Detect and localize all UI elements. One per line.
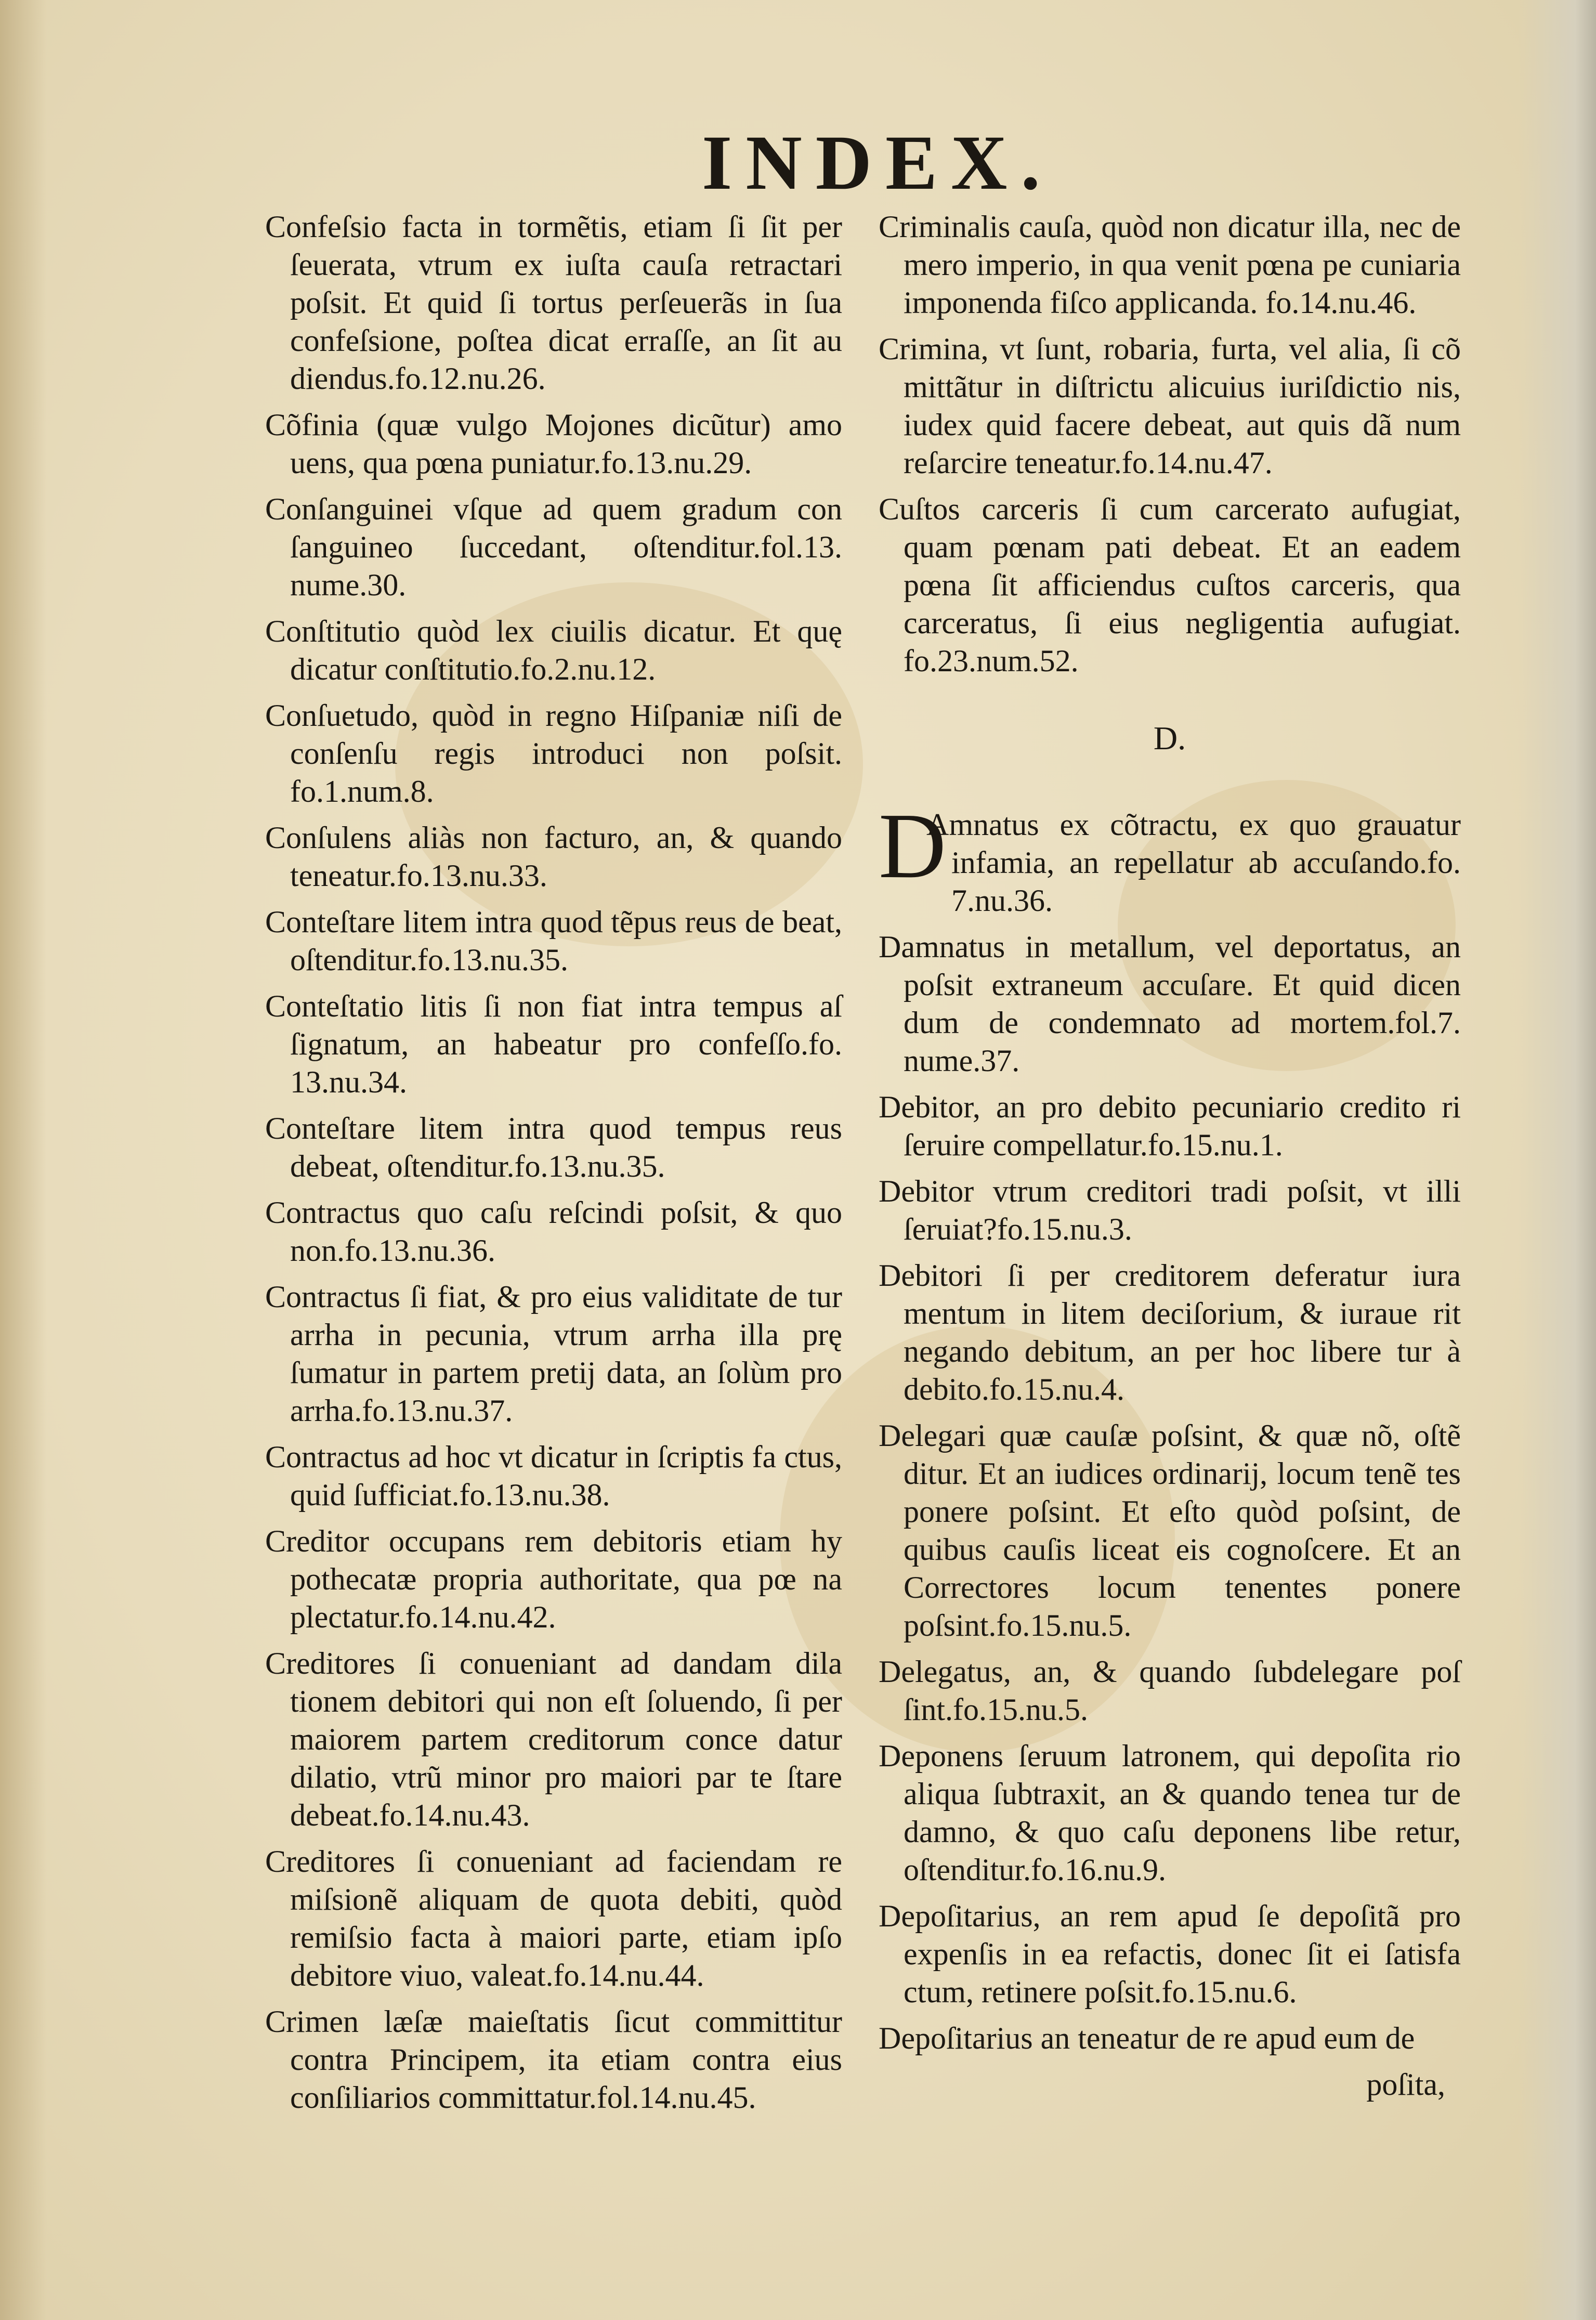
drop-cap-letter: D bbox=[879, 794, 946, 897]
index-entry: Cõfinia (quæ vulgo Mojones dicũtur) amo uens, qua pœna puniatur.fo.13.nu.29. bbox=[265, 408, 842, 480]
index-entry: Contractus ſi fiat, & pro eius validitate de tur arrha in pecunia, vtrum arrha illa prę ſumatur in partem pretij data, an ſolùm pro arrha.fo.13.nu.37. bbox=[265, 1280, 842, 1428]
index-entry: Creditor occupans rem debitoris etiam hy pothecatæ propria authoritate, qua pœ na plectatur.fo.14.nu.42. bbox=[265, 1524, 842, 1634]
index-entry: Creditores ſi conueniant ad dandam dila tionem debitori qui non eſt ſoluendo, ſi per maiorem partem creditorum conce datur dilatio, vtrũ minor pro maiori par te ſtare debeat.fo.14.nu.43. bbox=[265, 1646, 842, 1832]
page-title: INDEX. bbox=[702, 120, 1054, 206]
left-column bbox=[265, 208, 842, 2125]
index-entry: Creditores ſi conueniant ad faciendam re miſsionẽ aliquam de quota debiti, quòd remiſsio facta à maiori parte, etiam ipſo debitore viuo, valeat.fo.14.nu.44. bbox=[265, 1844, 842, 1992]
index-entry: Depoſitarius an teneatur de re apud eum de bbox=[879, 2021, 1415, 2055]
index-entry: Debitor vtrum creditori tradi poſsit, vt illi ſeruiat?fo.15.nu.3. bbox=[879, 1174, 1461, 1246]
index-entry: Damnatus in metallum, vel deportatus, an poſsit extraneum accuſare. Et quid dicen dum de condemnato ad mortem.fol.7. nume.37. bbox=[879, 930, 1461, 1078]
continuation-word: poſita, bbox=[1366, 2067, 1445, 2102]
index-entry-text: Amnatus ex cõtractu, ex quo grauatur infamia, an repellatur ab accuſando.fo. 7.nu.36. bbox=[926, 807, 1461, 918]
index-entry: Contractus ad hoc vt dicatur in ſcriptis fa ctus, quid ſufficiat.fo.13.nu.38. bbox=[265, 1440, 842, 1512]
index-entry: Debitor, an pro debito pecuniario credito ri ſeruire compellatur.fo.15.nu.1. bbox=[879, 1090, 1461, 1162]
index-entry: Confeſsio facta in tormẽtis, etiam ſi ſit per ſeuerata, vtrum ex iuſta cauſa retractari poſsit. Et quid ſi tortus perſeuerãs in ſua confeſsione, poſtea dicat erraſſe, an ſit au diendus.fo.12.nu.26. bbox=[265, 210, 842, 396]
index-entry: Conſuetudo, quòd in regno Hiſpaniæ niſi de conſenſu regis introduci non poſsit. fo.1.num.8. bbox=[265, 698, 842, 809]
index-entry: Criminalis cauſa, quòd non dicatur illa, nec de mero imperio, in qua venit pœna pe cuniaria imponenda fiſco applicanda. fo.14.nu.46. bbox=[879, 210, 1461, 320]
index-entry: Conſanguinei vſque ad quem gradum con ſanguineo ſuccedant, oſtenditur.fol.13. nume.30. bbox=[265, 492, 842, 602]
index-entry: Conſtitutio quòd lex ciuilis dicatur. Et quę dicatur conſtitutio.fo.2.nu.12. bbox=[265, 614, 842, 686]
index-entry bbox=[879, 794, 1461, 920]
index-entry: Depoſitarius, an rem apud ſe depoſitã pro expenſis in ea refactis, donec ſit ei ſatisfa ctum, retinere poſsit.fo.15.nu.6. bbox=[879, 1899, 1461, 2009]
section-letter: D. bbox=[1153, 720, 1186, 757]
index-entry: Conſulens aliàs non facturo, an, & quando teneatur.fo.13.nu.33. bbox=[265, 820, 842, 893]
index-entry: Deponens ſeruum latronem, qui depoſita rio aliqua ſubtraxit, an & quando tenea tur de damno, & quo caſu deponens libe retur, oſtenditur.fo.16.nu.9. bbox=[879, 1739, 1461, 1887]
page-edge-shadow bbox=[1518, 0, 1596, 2320]
index-entry: Conteſtare litem intra quod tẽpus reus de beat, oſtenditur.fo.13.nu.35. bbox=[265, 905, 842, 977]
index-entry: Crimina, vt ſunt, robaria, furta, vel alia, ſi cõ mittãtur in diſtrictu alicuius iuriſdictio nis, iudex quid facere debeat, aut quis dã num reſarcire teneatur.fo.14.nu.47. bbox=[879, 332, 1461, 480]
index-entry: Conteſtatio litis ſi non fiat intra tempus aſ ſignatum, an habeatur pro confeſſo.fo. 13.nu.34. bbox=[265, 989, 842, 1099]
index-entry: Contractus quo caſu reſcindi poſsit, & quo non.fo.13.nu.36. bbox=[265, 1195, 842, 1268]
index-entry: Debitori ſi per creditorem deferatur iura mentum in litem deciſorium, & iuraue rit negando debitum, an per hoc libere tur à debito.fo.15.nu.4. bbox=[879, 1258, 1461, 1406]
right-column bbox=[879, 208, 1461, 2104]
right-column-d-entries bbox=[879, 928, 1461, 2057]
right-column-c-entries bbox=[879, 208, 1461, 680]
index-entry: Delegatus, an, & quando ſubdelegare poſ ſint.fo.15.nu.5. bbox=[879, 1654, 1461, 1727]
index-entry: Cuſtos carceris ſi cum carcerato aufugiat, quam pœnam pati debeat. Et an eadem pœna ſit afficiendus cuſtos carceris, qua carceratus, ſi eius negligentia aufugiat. fo.23.num.52. bbox=[879, 492, 1461, 678]
index-entry: Delegari quæ cauſæ poſsint, & quæ nõ, oſtẽ ditur. Et an iudices ordinarij, locum tenẽ tes ponere poſsint. Et eſto quòd poſsint, de quibus cauſis liceat eis cognoſcere. Et an Correctores locum tenentes ponere poſsint.fo.15.nu.5. bbox=[879, 1418, 1461, 1643]
page-gutter-shadow bbox=[0, 0, 47, 2320]
index-entry: Crimen læſæ maieſtatis ſicut committitur contra Principem, ita etiam contra eius conſiliarios committatur.fol.14.nu.45. bbox=[265, 2004, 842, 2115]
index-entry: Conteſtare litem intra quod tempus reus debeat, oſtenditur.fo.13.nu.35. bbox=[265, 1111, 842, 1183]
